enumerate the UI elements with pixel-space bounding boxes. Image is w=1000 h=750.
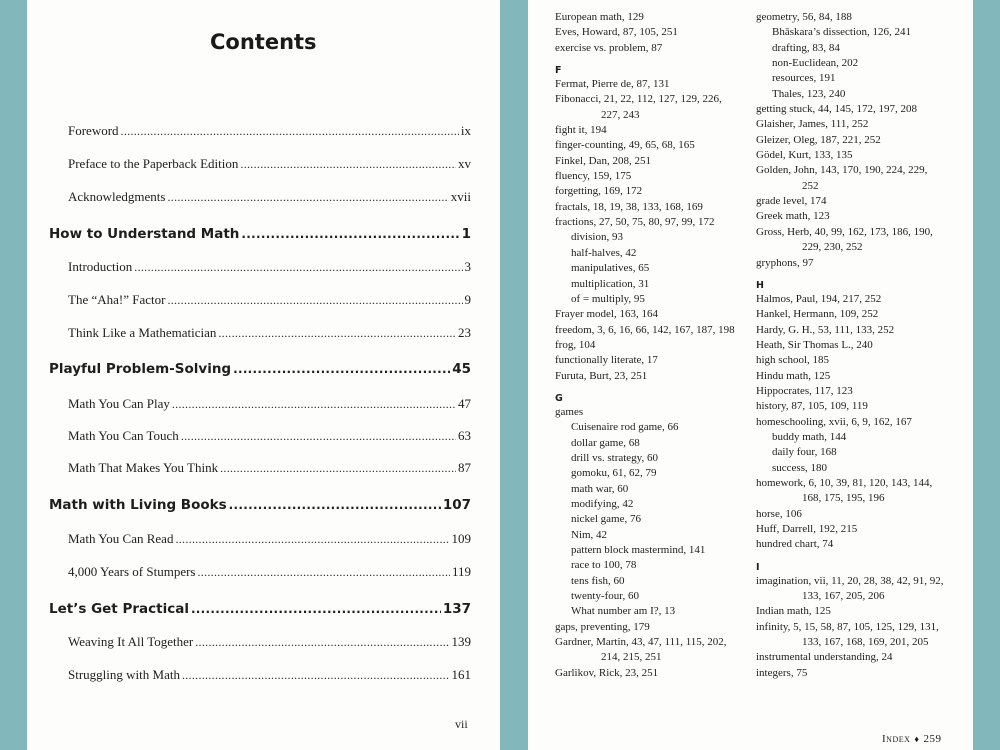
index-entry: horse, 106 [756,507,802,520]
index-entry: integers, 75 [756,666,808,679]
toc-leader-dots [121,124,459,139]
toc-entry-title: Let’s Get Practical [49,601,189,617]
index-entry: Garlikov, Rick, 23, 251 [555,666,659,679]
toc-leader-dots [167,293,462,308]
index-entry: fractions, 27, 50, 75, 80, 97, 99, 172 [555,216,715,229]
index-entry: Halmos, Paul, 194, 217, 252 [756,292,882,305]
index-entry: finger-counting, 49, 65, 68, 165 [555,139,695,152]
toc-entry-title: Think Like a Mathematician [68,325,217,340]
toc-leader-dots [229,498,441,512]
index-entry: gryphons, 97 [756,256,814,269]
index-entry: freedom, 3, 6, 16, 66, 142, 167, 187, 198 [555,323,735,336]
index-subentry: non-Euclidean, 202 [772,57,859,70]
toc-entry-page: 63 [458,428,471,443]
index-entry: Hardy, G. H., 53, 111, 133, 252 [756,323,895,336]
index-subentry: of = multiply, 95 [571,292,645,305]
toc-entry-page: 107 [442,497,471,513]
index-entry-continuation: 214, 215, 251 [601,651,662,664]
index-entry: homeschooling, xvii, 6, 9, 162, 167 [756,415,912,428]
index-subentry: Bhāskara’s dissection, 126, 241 [772,26,912,39]
index-entry: Gleizer, Oleg, 187, 221, 252 [756,133,881,146]
index-subentry: half-halves, 42 [571,246,637,259]
toc-leader-dots [241,227,459,241]
toc-leader-dots [195,635,449,650]
toc-entry-title: Playful Problem-Solving [49,361,232,377]
index-entry: fight it, 194 [555,124,607,137]
toc-entry [68,667,471,685]
index-subentry: pattern block mastermind, 141 [571,544,706,556]
toc-leader-dots [233,362,450,376]
toc-leader-dots [167,190,448,205]
toc-leader-dots [182,668,450,683]
index-subentry: multiplication, 31 [571,277,650,290]
toc-entry [68,396,471,414]
index-entry: homework, 6, 10, 39, 81, 120, 143, 144, [756,476,933,489]
index-subentry: nickel game, 76 [571,513,641,526]
toc-entry-page: 45 [452,361,471,377]
index-subentry: tens fish, 60 [571,574,625,587]
page-footer-right [882,733,941,745]
toc-leader-dots [220,461,456,476]
toc-entry-page: 23 [458,325,471,340]
index-entry: European math, 129 [555,11,644,23]
toc-entry-title: Math You Can Read [68,531,174,546]
index-entry: geometry, 56, 84, 188 [756,11,852,23]
index-entry: frog, 104 [555,338,596,351]
index-entry: Gödel, Kurt, 133, 135 [756,149,853,162]
index-entry: hundred chart, 74 [756,538,834,551]
toc-entry-page: 109 [451,531,471,546]
index-entry: Heath, Sir Thomas L., 240 [756,338,873,351]
index-page [528,0,973,750]
toc-entry-title: Math with Living Books [49,497,227,513]
index-letter-heading: G [555,392,563,404]
toc-entry-title: Math That Makes You Think [68,460,219,475]
index-entry: history, 87, 105, 109, 119 [756,400,868,413]
toc-part-entry [49,497,471,515]
toc-part-entry [49,226,471,244]
index-subentry: Cuisenaire rod game, 66 [571,421,679,434]
index-entry-continuation: 229, 230, 252 [802,241,863,254]
toc-leader-dots [172,397,456,412]
index-subentry: division, 93 [571,231,623,244]
toc-leader-dots [218,326,456,341]
index-letter-heading: F [555,65,562,77]
index-entry-continuation: 133, 167, 205, 206 [802,590,885,603]
index-subentry: resources, 191 [772,72,836,85]
toc-leader-dots [197,565,449,580]
index-entry: Huff, Darrell, 192, 215 [756,523,858,535]
toc-entry [68,123,471,141]
index-entry: Fibonacci, 21, 22, 112, 127, 129, 226, [555,93,722,106]
toc-leader-dots [240,157,456,172]
index-subentry: modifying, 42 [571,497,634,510]
index-entry: forgetting, 169, 172 [555,185,643,198]
index-subentry: success, 180 [772,461,827,474]
index-entry: grade level, 174 [756,195,827,208]
toc-entry-title: Acknowledgments [68,189,166,204]
index-subentry: twenty-four, 60 [571,590,639,603]
index-entry: high school, 185 [756,354,830,367]
index-entry: games [555,405,584,418]
index-column-2 [756,10,968,681]
index-entry: Furuta, Burt, 23, 251 [555,369,648,382]
index-subentry: manipulatives, 65 [571,262,650,275]
toc-leader-dots [181,429,456,444]
index-subentry: dollar game, 68 [571,436,640,449]
toc-leader-dots [134,260,462,275]
index-entry: infinity, 5, 15, 58, 87, 105, 125, 129, 131, [756,620,939,633]
toc-entry-title: 4,000 Years of Stumpers [68,564,196,579]
toc-entry-page: xvii [450,189,471,204]
toc-entry-page: 9 [464,292,471,307]
toc-entry [68,292,471,310]
index-entry: functionally literate, 17 [555,354,658,367]
toc-entry-page: 137 [442,601,471,617]
toc-entry [68,634,471,652]
index-entry: Eves, Howard, 87, 105, 251 [555,26,678,39]
index-entry: Frayer model, 163, 164 [555,308,658,321]
index-entry: fluency, 159, 175 [555,170,632,183]
index-entry: Glaisher, James, 111, 252 [756,118,869,131]
index-letter-heading: I [756,561,760,573]
toc-entry [68,189,471,207]
toc-entry [68,259,471,277]
index-entry-continuation: 168, 175, 195, 196 [802,492,885,505]
toc-entry [68,531,471,549]
toc-leader-dots [191,602,441,616]
toc-entry-page: 119 [451,564,471,579]
index-subentry: buddy math, 144 [772,430,847,443]
index-subentry: What number am I?, 13 [571,605,676,618]
toc-entry-title: Math You Can Play [68,396,170,411]
contents-page [27,0,500,750]
page-number-right: 259 [923,733,942,745]
toc-entry-title: Weaving It All Together [68,634,194,649]
toc-entry-page: 47 [458,396,471,411]
index-letter-heading: H [756,279,764,291]
index-entry: fractals, 18, 19, 38, 133, 168, 169 [555,200,703,213]
toc-entry-title: Math You Can Touch [68,428,179,443]
page-number-left: vii [455,717,468,731]
toc-entry-title: Preface to the Paperback Edition [68,156,239,171]
toc-entry-page: 87 [458,460,471,475]
index-entry-continuation: 252 [802,179,819,192]
index-entry: Hippocrates, 117, 123 [756,384,853,397]
toc-entry-page: 161 [451,667,471,682]
index-column-1 [555,10,750,681]
toc-entry-page: 3 [464,259,471,274]
index-entry: imagination, vii, 11, 20, 28, 38, 42, 91, 92, [756,574,944,587]
index-entry: Gardner, Martin, 43, 47, 111, 115, 202, [555,636,727,649]
toc-entry-page: xv [458,156,471,171]
index-subentry: race to 100, 78 [571,559,637,572]
index-entry: Greek math, 123 [756,210,830,223]
index-entry: gaps, preventing, 179 [555,620,650,633]
toc-entry-page: 139 [451,634,471,649]
toc-entry [68,460,471,478]
toc-entry [68,156,471,174]
index-subentry: math war, 60 [571,482,629,495]
index-entry-continuation: 227, 243 [601,108,640,121]
toc-entry-title: The “Aha!” Factor [68,292,166,307]
toc-entry [68,428,471,446]
toc-part-entry [49,601,471,619]
diamond-separator-icon: ♦ [914,734,920,744]
index-entry: exercise vs. problem, 87 [555,41,663,54]
toc-entry [68,564,471,582]
contents-title: Contents [210,30,317,54]
index-entry: Indian math, 125 [756,605,831,618]
index-entry: getting stuck, 44, 145, 172, 197, 208 [756,103,918,116]
index-entry: Golden, John, 143, 170, 190, 224, 229, [756,164,928,177]
index-entry: instrumental understanding, 24 [756,651,893,664]
index-subentry: drafting, 83, 84 [772,41,840,54]
index-entry-continuation: 133, 167, 168, 169, 201, 205 [802,636,929,649]
footer-label: Index [882,733,911,745]
toc-entry-page: ix [460,123,471,138]
index-subentry: drill vs. strategy, 60 [571,451,658,464]
index-entry: Hankel, Hermann, 109, 252 [756,308,879,321]
index-entry: Finkel, Dan, 208, 251 [555,154,651,167]
toc-leader-dots [175,532,449,547]
toc-entry-page: 1 [461,226,471,242]
index-entry: Hindu math, 125 [756,369,831,382]
index-subentry: Thales, 123, 240 [772,87,846,100]
toc-part-entry [49,361,471,379]
toc-entry-title: Struggling with Math [68,667,180,682]
index-subentry: Nim, 42 [571,528,608,541]
index-subentry: daily four, 168 [772,446,837,459]
toc-entry-title: Foreword [68,123,119,138]
index-subentry: gomoku, 61, 62, 79 [571,467,657,480]
index-entry: Fermat, Pierre de, 87, 131 [555,78,670,91]
index-entry: Gross, Herb, 40, 99, 162, 173, 186, 190, [756,225,933,238]
toc-entry-title: Introduction [68,259,133,274]
toc-entry-title: How to Understand Math [49,226,240,242]
toc-entry [68,325,471,343]
